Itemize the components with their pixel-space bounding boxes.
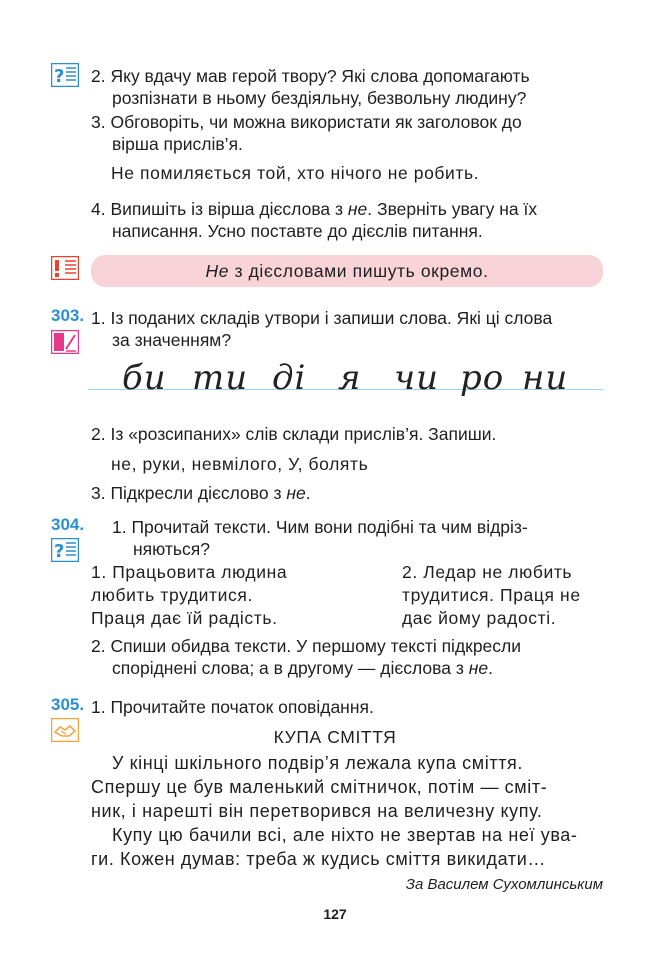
story-line-5: ги. Кожен думав: треба ж кудись сміття викидати… [91, 849, 546, 869]
task-4-line-2: написання. Усно поставте до дієслів питання. [112, 221, 483, 241]
story-line-3: ник, і нарешті він перетворився на величезну купу. [91, 801, 543, 821]
task-3-line-1: 3. Обговоріть, чи можна використати як заголовок до [91, 112, 522, 132]
rule-text [91, 260, 603, 282]
ex303-task-3-em: не [286, 483, 306, 503]
proverb: Не помиляється той, хто нічого не робить. [111, 163, 480, 183]
task-4-text-b: . Зверніть увагу на їх [367, 199, 538, 219]
exercise-number-305: 305. [51, 695, 85, 714]
task-4-em: не [347, 199, 368, 219]
ex304-task-2-line-2 [112, 657, 493, 679]
pen-book-icon [51, 330, 79, 354]
task-2-line-2: розпізнати в ньому бездіяльну, безвольну людину? [112, 88, 527, 108]
task-3-line-2: вірша прислів’я. [112, 134, 243, 154]
question-book-icon-2 [51, 538, 79, 562]
story-line-1: У кінці шкільного подвір’я лежала купа сміття. [112, 753, 523, 773]
text-1-line-2: любить трудитися. [91, 585, 253, 605]
text-2-line-1: 2. Ледар не любить [402, 562, 573, 582]
page-number: 127 [323, 906, 347, 922]
question-book-icon [51, 63, 79, 87]
rule-em: Не [205, 261, 230, 281]
rule-rest: з дієсловами пишуть окремо. [229, 261, 489, 281]
exercise-number-304: 304. [51, 515, 85, 534]
ex303-task-3 [91, 482, 311, 504]
attribution: За Василем Сухомлинським [405, 876, 603, 893]
syllable-5: чи [394, 358, 440, 398]
syllable-7: ни [522, 358, 569, 398]
svg-text:?: ? [54, 541, 65, 562]
ex304-task-2-em: не [468, 658, 489, 678]
ex304-task-1-line-2: няються? [133, 539, 210, 559]
ex304-task-2-b: . [488, 658, 493, 678]
text-2-line-2: трудитися. Праця не [402, 585, 581, 605]
exercise-number-303: 303. [51, 306, 85, 325]
story-line-2: Спершу це був маленький смітничок, потім — сміт- [91, 777, 548, 797]
ex303-task-2: 2. Із «розсипаних» слів склади прислів’я. Запиши. [91, 424, 497, 444]
story-title: КУПА СМІТТЯ [273, 727, 397, 747]
scattered-words: не, руки, невмілого, У, болять [111, 454, 369, 474]
svg-text:?: ? [54, 66, 65, 87]
text-2-line-3: дає йому радості. [402, 608, 557, 628]
syllable-1: би [122, 358, 167, 398]
ex304-task-2-a: споріднені слова; а в другому — дієслова з [112, 658, 469, 678]
text-1-line-1: 1. Працьовита людина [91, 562, 288, 582]
ex304-task-2-line-1: 2. Спиши обидва тексти. У першому тексті підкресли [91, 636, 522, 656]
ex303-task-1-line-2: за значенням? [112, 330, 232, 350]
syllable-6: ро [460, 358, 505, 398]
syllable-3: ді [272, 358, 307, 398]
ex303-task-3-a: 3. Підкресли дієслово з [91, 483, 287, 503]
text-1-line-3: Праця дає їй радість. [91, 608, 278, 628]
task-4-text-a: 4. Випишіть із вірша дієслова з [91, 199, 348, 219]
story-line-4: Купу цю бачили всі, але ніхто не звертав на неї ува- [112, 825, 578, 845]
ex303-task-3-b: . [305, 483, 311, 503]
syllable-2: ти [192, 358, 249, 398]
ex305-task-1: 1. Прочитайте початок оповідання. [91, 697, 374, 717]
task-4-line-1 [91, 198, 537, 220]
task-2-line-1: 2. Яку вдачу мав герой твору? Які слова допомагають [91, 66, 530, 86]
warning-book-icon [51, 256, 79, 280]
ex304-task-1-line-1: 1. Прочитай тексти. Чим вони подібні та чим відріз- [112, 517, 528, 537]
ex303-task-1-line-1: 1. Із поданих складів утвори і запиши слова. Які ці слова [91, 308, 553, 328]
syllable-4: я [338, 358, 362, 398]
